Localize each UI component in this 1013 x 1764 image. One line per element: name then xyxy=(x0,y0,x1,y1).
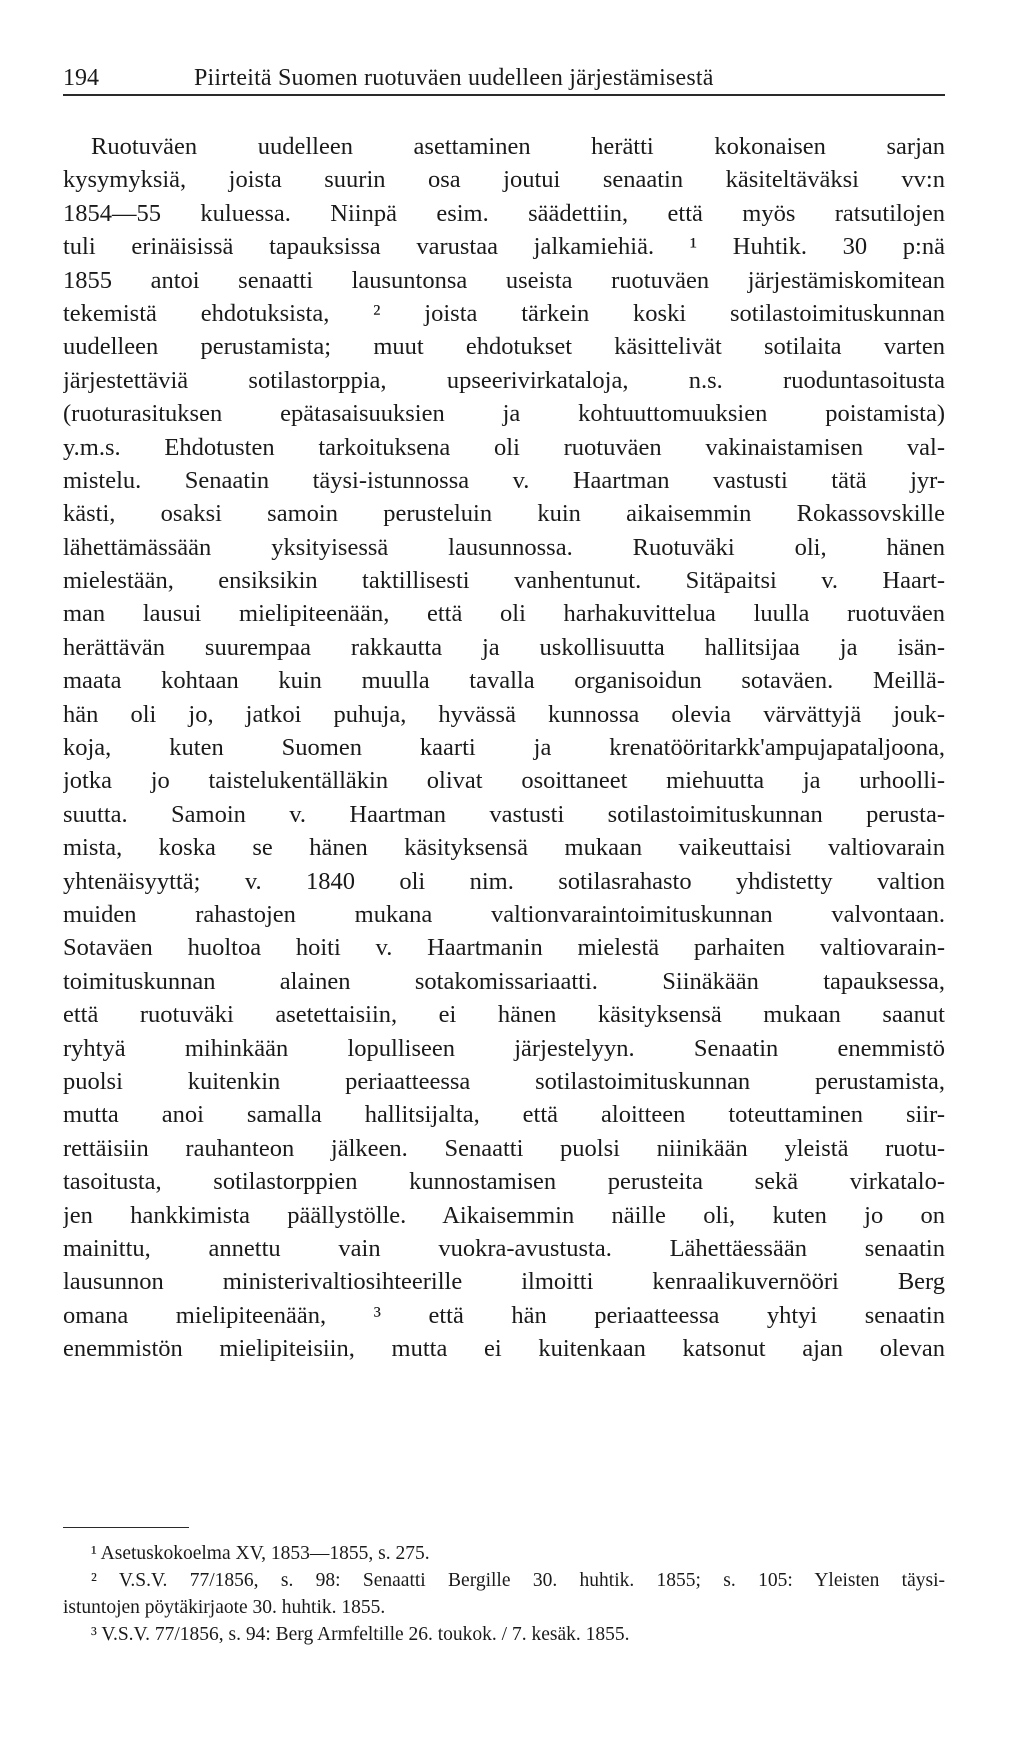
text-line: (ruoturasituksen epätasaisuuksien ja kohtuuttomuuksien poistamista) xyxy=(63,400,945,428)
text-line: jen hankkimista päällystölle. Aikaisemmin näille oli, kuten jo on xyxy=(63,1201,945,1229)
text-line: muiden rahastojen mukana valtionvaraintoimituskunnan valvontaan. xyxy=(63,900,945,928)
page-number: 194 xyxy=(63,65,99,91)
footnote-3: ³ V.S.V. 77/1856, s. 94: Berg Armfeltille 26. toukok. / 7. kesäk. 1855. xyxy=(91,1624,630,1645)
text-line: man lausui mielipiteenään, että oli harhakuvittelua luulla ruotuväen xyxy=(63,600,945,628)
body-paragraph xyxy=(63,130,945,1365)
footnote-2-continuation: istuntojen pöytäkirjaote 30. huhtik. 1855. xyxy=(63,1597,386,1618)
text-line: Sotaväen huoltoa hoiti v. Haartmanin mielestä parhaiten valtiovarain- xyxy=(63,934,945,962)
footnote-2: ² V.S.V. 77/1856, s. 98: Senaatti Bergille 30. huhtik. 1855; s. 105: Yleisten täysi- xyxy=(91,1570,945,1591)
text-line: enemmistön mielipiteisiin, mutta ei kuitenkaan katsonut ajan olevan xyxy=(63,1335,945,1363)
text-line: toimituskunnan alainen sotakomissariaatti. Siinäkään tapauksessa, xyxy=(63,967,945,995)
running-header xyxy=(63,62,945,96)
footnote-1: ¹ Asetuskokoelma XV, 1853—1855, s. 275. xyxy=(91,1543,430,1564)
text-line: jotka jo taistelukentälläkin olivat osoittaneet miehuutta ja urhoolli- xyxy=(63,767,945,795)
text-line: uudelleen perustamista; muut ehdotukset käsittelivät sotilaita varten xyxy=(63,333,945,361)
text-line: lausunnon ministerivaltiosihteerille ilmoitti kenraalikuvernööri Berg xyxy=(63,1268,945,1296)
text-line: yhtenäisyyttä; v. 1840 oli nim. sotilasrahasto yhdistetty valtion xyxy=(63,867,945,895)
text-line: puolsi kuitenkin periaatteessa sotilastoimituskunnan perustamista, xyxy=(63,1067,945,1095)
text-line: herättävän suurempaa rakkautta ja uskollisuutta hallitsijaa ja isän- xyxy=(63,633,945,661)
text-line: mainittu, annettu vain vuokra-avustusta. Lähettäessään senaatin xyxy=(63,1234,945,1262)
text-line: tekemistä ehdotuksista, ² joista tärkein koski sotilastoimituskunnan xyxy=(63,299,945,327)
text-line: tuli erinäisissä tapauksissa varustaa jalkamiehiä. ¹ Huhtik. 30 p:nä xyxy=(63,233,945,261)
text-line: kästi, osaksi samoin perusteluin kuin aikaisemmin Rokassovskille xyxy=(63,500,945,528)
text-line: ryhtyä mihinkään lopulliseen järjestelyyn. Senaatin enemmistö xyxy=(63,1034,945,1062)
text-line: Ruotuväen uudelleen asettaminen herätti kokonaisen sarjan xyxy=(91,133,945,160)
text-line: mutta anoi samalla hallitsijalta, että aloitteen toteuttaminen siir- xyxy=(63,1101,945,1129)
text-line: hän oli jo, jatkoi puhuja, hyvässä kunnossa olevia värvättyjä jouk- xyxy=(63,700,945,728)
text-line: mista, koska se hänen käsityksensä mukaan vaikeuttaisi valtiovarain xyxy=(63,834,945,862)
text-line: mielestään, ensiksikin taktillisesti vanhentunut. Sitäpaitsi v. Haart- xyxy=(63,567,945,595)
text-line: lähettämässään yksityisessä lausunnossa. Ruotuväki oli, hänen xyxy=(63,533,945,561)
running-title: Piirteitä Suomen ruotuväen uudelleen järjestämisestä xyxy=(194,65,714,91)
text-line: 1855 antoi senaatti lausuntonsa useista ruotuväen järjestämiskomitean xyxy=(63,266,945,294)
footnote-divider xyxy=(63,1527,189,1528)
text-line: koja, kuten Suomen kaarti ja krenatööritarkk'ampujapataljoona, xyxy=(63,734,945,762)
text-line: suutta. Samoin v. Haartman vastusti sotilastoimituskunnan perusta- xyxy=(63,800,945,828)
text-line: omana mielipiteenään, ³ että hän periaatteessa yhtyi senaatin xyxy=(63,1301,945,1329)
book-page xyxy=(63,0,945,1764)
text-line: rettäisiin rauhanteon jälkeen. Senaatti puolsi niinikään yleistä ruotu- xyxy=(63,1134,945,1162)
text-line: maata kohtaan kuin muulla tavalla organisoidun sotaväen. Meillä- xyxy=(63,667,945,695)
text-line: kysymyksiä, joista suurin osa joutui senaatin käsiteltäväksi vv:n xyxy=(63,166,945,194)
text-line: järjestettäviä sotilastorppia, upseerivirkataloja, n.s. ruoduntasoitusta xyxy=(63,366,945,394)
text-line: että ruotuväki asetettaisiin, ei hänen käsityksensä mukaan saanut xyxy=(63,1001,945,1029)
text-line: tasoitusta, sotilastorppien kunnostamisen perusteita sekä virkatalo- xyxy=(63,1168,945,1196)
text-line: y.m.s. Ehdotusten tarkoituksena oli ruotuväen vakinaistamisen val- xyxy=(63,433,945,461)
text-line: mistelu. Senaatin täysi-istunnossa v. Haartman vastusti tätä jyr- xyxy=(63,466,945,494)
footnotes xyxy=(63,1540,945,1648)
text-line: 1854—55 kuluessa. Niinpä esim. säädettiin, että myös ratsutilojen xyxy=(63,199,945,227)
